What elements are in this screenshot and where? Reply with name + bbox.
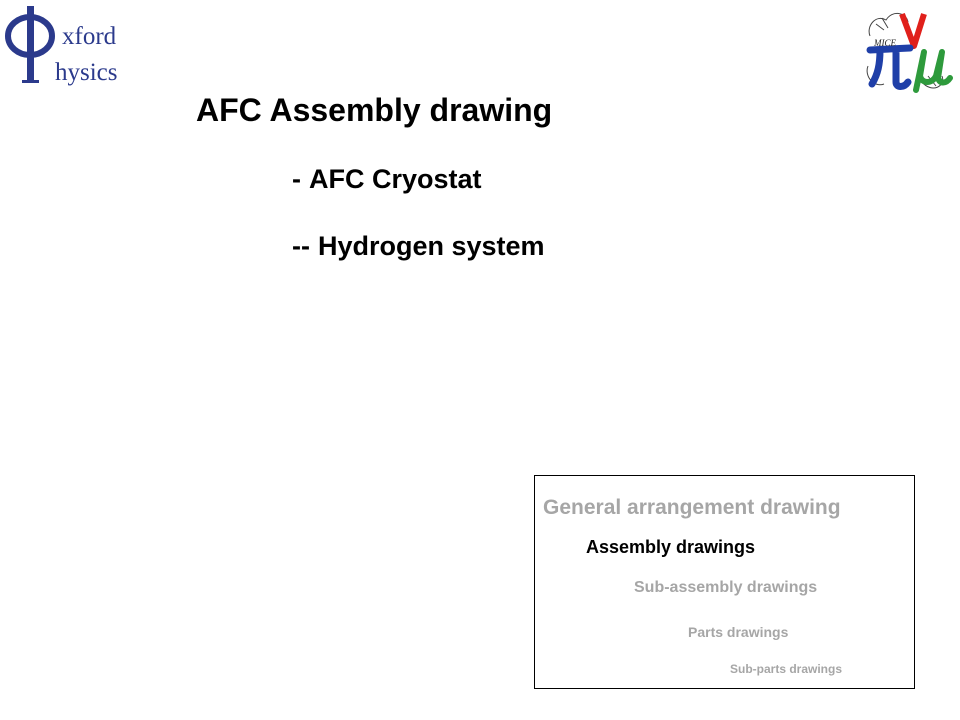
mice-wordmark: MICE: [874, 38, 896, 48]
hierarchy-level-assembly: Assembly drawings: [586, 537, 756, 557]
hierarchy-level-sub-parts: Sub-parts drawings: [730, 662, 843, 676]
oxford-physics-logo: [0, 0, 130, 90]
slide-title: AFC Assembly drawing: [196, 92, 553, 128]
hierarchy-level-parts: Parts drawings: [688, 624, 789, 640]
mice-logo: [862, 6, 954, 96]
oxford-wordmark-line1: xford: [62, 23, 117, 50]
subtitle-afc-cryostat: [292, 164, 482, 195]
subtitle2-text: Hydrogen system: [317, 231, 545, 261]
subtitle1-dash: -: [292, 164, 301, 194]
subtitle1-text: AFC Cryostat: [309, 164, 482, 194]
hierarchy-level-sub-assembly: Sub-assembly drawings: [634, 579, 818, 596]
hierarchy-level-general-arrangement: General arrangement drawing: [543, 496, 841, 519]
subtitle2-dash: --: [292, 231, 310, 261]
oxford-wordmark-line2: hysics: [55, 59, 118, 86]
subtitle-hydrogen-system: [292, 231, 545, 262]
drawing-hierarchy-box: [534, 475, 915, 689]
